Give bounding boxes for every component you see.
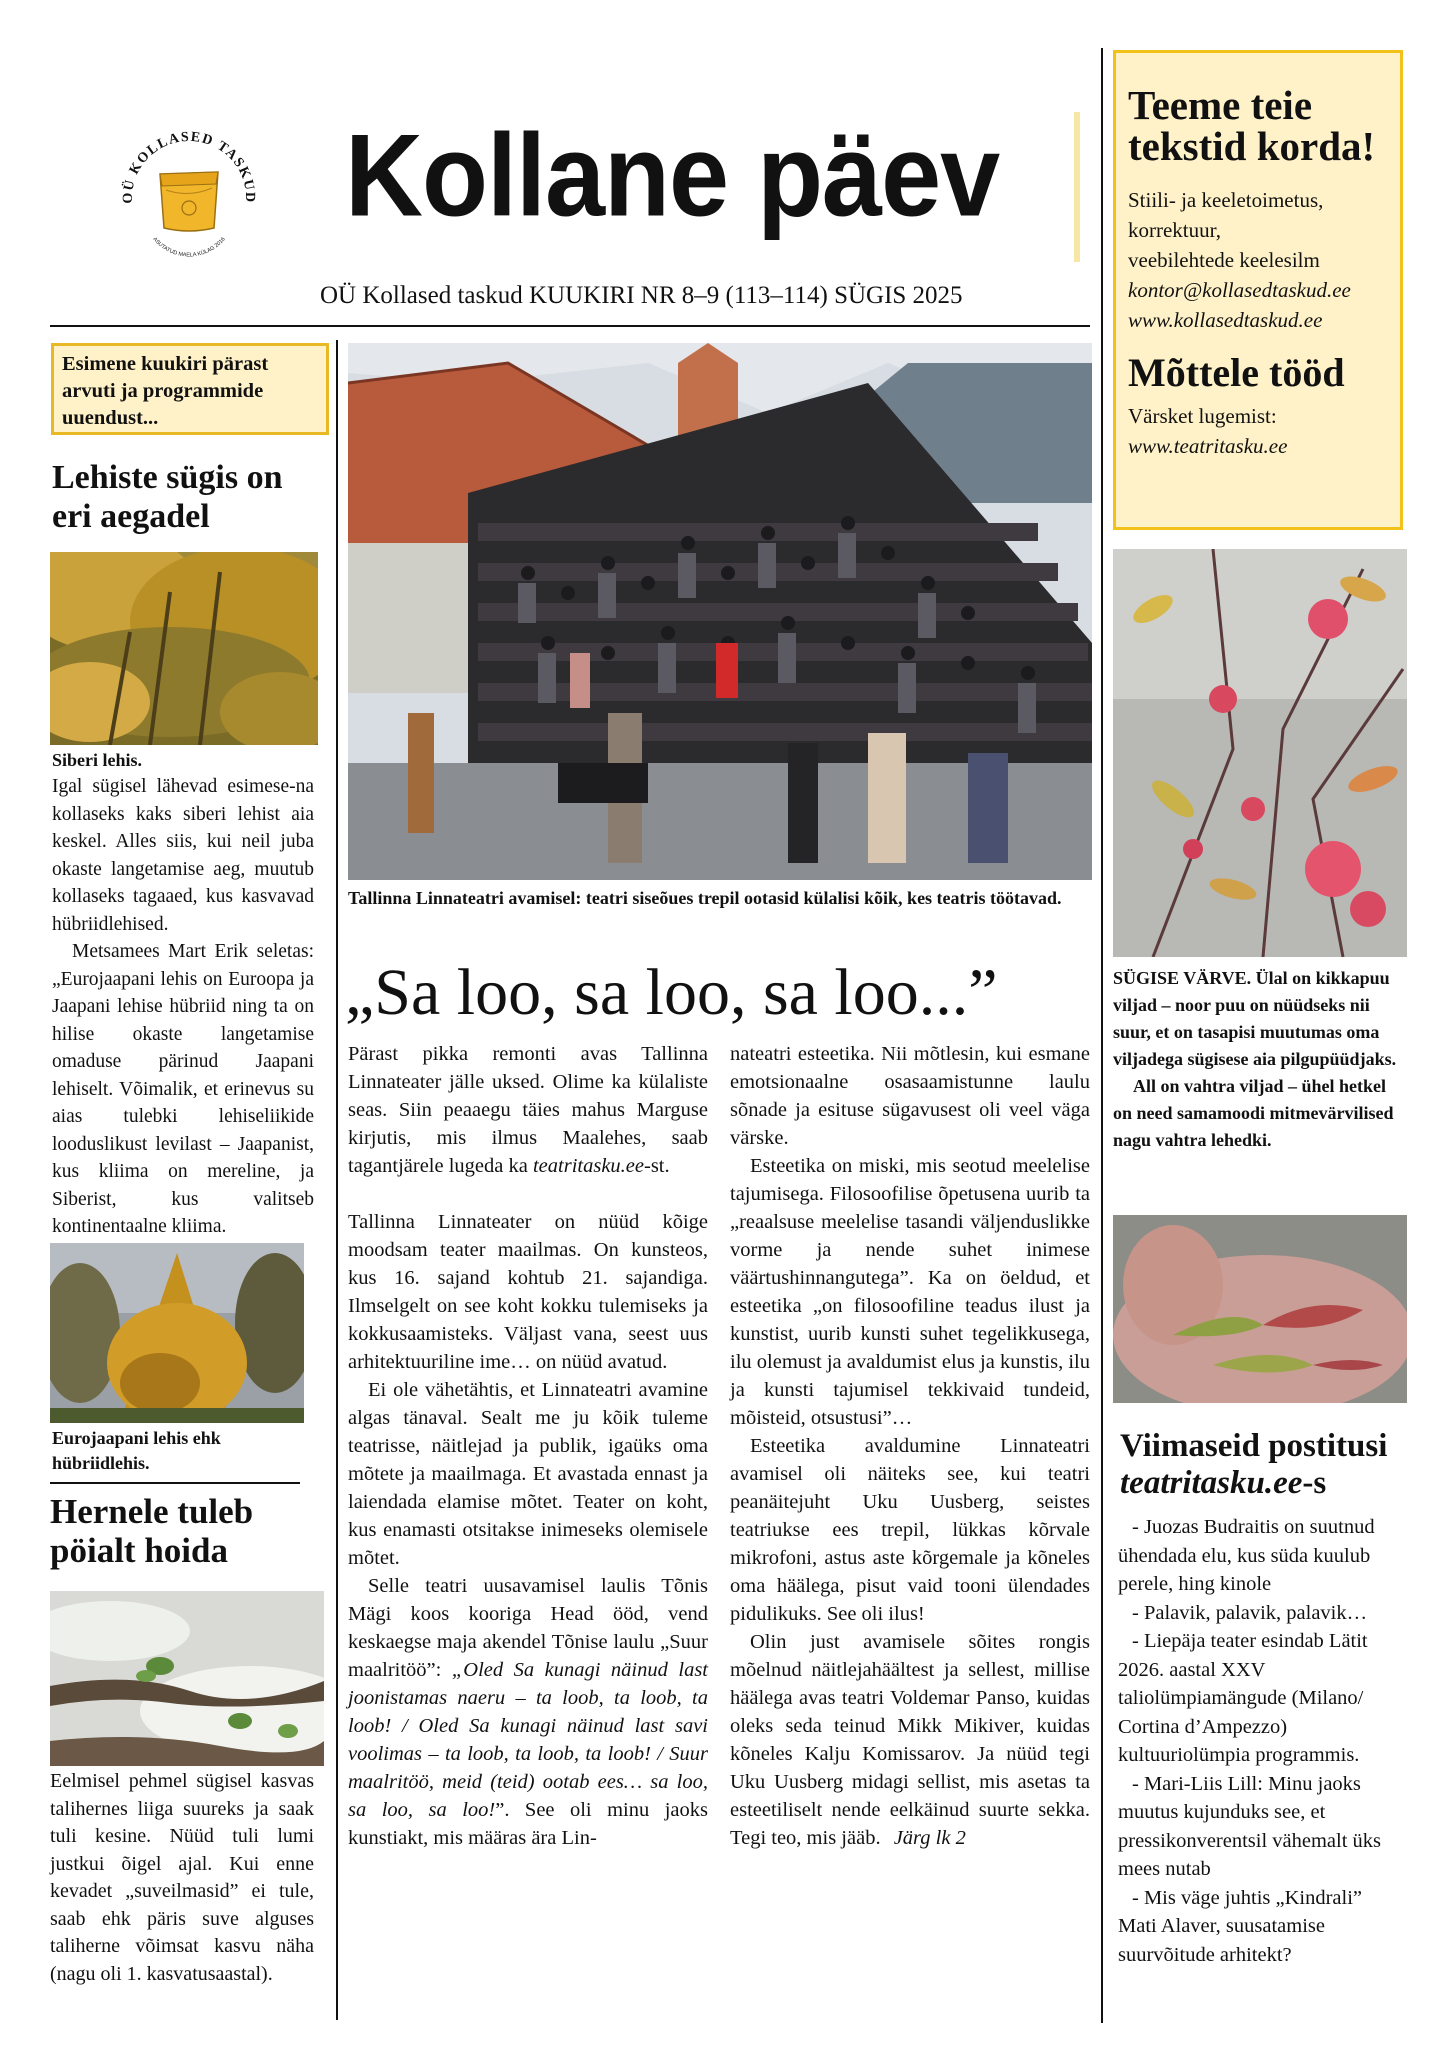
posts-headline-site[interactable]: teatritasku.ee: [1120, 1465, 1303, 1501]
rule-right: [1101, 48, 1103, 2023]
ad-box: [1113, 50, 1403, 530]
photo-spindle-berries: [1113, 549, 1407, 957]
caption-theatre-opening: Tallinna Linnateatri avamisel: teatri siseõues trepil ootasid külalisi kõik, kes teatris töötavad.: [348, 888, 1062, 908]
continued-marker[interactable]: Järg lk 2: [893, 1827, 966, 1849]
rule-left: [336, 340, 338, 2020]
photo-maple-seeds: [1113, 1215, 1407, 1403]
headline-larch: Lehiste sügis on eri aegadel: [52, 459, 283, 535]
post-item[interactable]: - Liepäja teater esindab Lätit 2026. aastal XXV taliolümpiamängude (Milano/ Cortina d’Ampezzo) kultuuriolümpia programmis.: [1118, 1630, 1368, 1766]
ad-service-3: veebilehtede keelesilm: [1128, 248, 1320, 272]
article-column-1: [348, 1040, 708, 1852]
posts-headline: Viimaseid postitusi teatritasku.ee-s: [1120, 1428, 1388, 1501]
article-column-2: [730, 1040, 1090, 1852]
title-yellow-bar: [1074, 112, 1080, 262]
notice-text: Esimene kuukiri pärast arvuti ja programmide uuendust...: [62, 353, 269, 429]
article-c1-paragraph-3: Ei ole vähetähtis, et Linnateatri avamine algas tänaval. Sealt me ju kõik tuleme teatrisse, näitlejad ja publik, igaüks oma mõtete ja maailmaga. Et avastada ennast ja laiendada elamise mõtet. Teater on koht, kus enamasti otsitakse inimeseks olemisele mõtet.: [348, 1379, 708, 1569]
article-c2-paragraph-2: Esteetika on miski, mis seotud meelelise tajumisega. Filosoofilise õpetusena uurib ta „reaalsuse meelelise tasandi väljenduslikke vorme ja nende suhet inimese väärtushinnangutega”. Ka on öeldud, et esteetika „on filosoofiline teadus ilust ja kunstist, uurib kunsti suhet tegelikkusega, ilu olemust ja avaldumist elus ja kunstis, ilu ja kunsti tajumisel tekkivaid tundeid, mõisteid, otsustusi”…: [730, 1155, 1090, 1429]
article-c2-paragraph-1: nateatri esteetika. Nii mõtlesin, kui esmane emotsionaalne osasaamistunne laulu sõnade ja esituse sügavusest oli veel väga värske.: [730, 1043, 1090, 1149]
photo-theatre-opening: [348, 343, 1092, 880]
post-item[interactable]: - Juozas Budraitis on suutnud ühendada elu, kus süda kuulub perele, hing kinole: [1118, 1516, 1375, 1595]
photo-winter-peas: [50, 1591, 324, 1766]
logo: [110, 128, 268, 258]
ad-read-label: Värsket lugemist:: [1128, 404, 1277, 428]
masthead-rule: [50, 325, 1090, 327]
left-rule: [50, 1482, 300, 1484]
article-c2-paragraph-3: Esteetika avaldumine Linnateatri avamisel oli näiteks see, kui teatri peanäitejuht Uku Uusberg, seistes teatriukse ees trepil, lükkas kõrvale mikrofoni, astus aste kõrgemale ja kõneles oma häälega, pisut vaid tooni ülendades pidulikuks. See oli ilus!: [730, 1435, 1090, 1625]
song-lyrics: „Oled Sa kunagi näinud last joonistamas naeru – ta loob, ta loob, ta loob! / Oled Sa kunagi näinud last savi voolimas – ta loob, ta loob, ta loob! / Suur maalritöö, meid (teid) ootab ees… sa loo, sa loo, sa loo!: [348, 1659, 708, 1821]
logo-subtext: ASUTATUD MAELA KÜLAG 2016: [151, 236, 227, 258]
post-item[interactable]: - Mis väge juhtis „Kindrali” Mati Alaver, suusatamise suurvõitude arhitekt?: [1118, 1886, 1363, 1966]
caption-hybrid-larch: Eurojaapani lehis ehk hübriidlehis.: [52, 1428, 221, 1473]
ad-service-1: Stiili- ja keeletoimetus,: [1128, 188, 1324, 212]
masthead-title: Kollane päev: [345, 109, 1000, 241]
photo-siberian-larch: [50, 552, 318, 745]
post-item[interactable]: - Mari-Liis Lill: Minu jaoks muutus kujunduks see, et pressikonverentsil vähemalt üks mees nutab: [1118, 1772, 1382, 1880]
article-c1-paragraph-1: Pärast pikka remonti avas Tallinna Linnateater jälle uksed. Olime ka külaliste seas. Siin peaaegu täies mahus Marguse kirjutis, mis ilmus Maalehes, saab tagantjärele lugeda ka teatritasku.ee-st.: [348, 1043, 708, 1177]
issue-line: OÜ Kollased taskud KUUKIRI NR 8–9 (113–114) SÜGIS 2025: [320, 282, 963, 309]
post-item[interactable]: - Palavik, palavik, palavik…: [1132, 1601, 1368, 1624]
article-c1-paragraph-2: Tallinna Linnateater on nüüd kõige moodsam teater maailmas. On kunsteos, kus 16. sajand kohtub 21. sajandiga. Ilmselgelt on see koht kokku tulemiseks ja kokkusaamisteks. Väljast vana, seest uus arhitektuuriline ime… on nüüd avatud.: [348, 1211, 708, 1373]
larch-paragraph-2: Metsamees Mart Erik seletas: „Eurojaapani lehis on Euroopa ja Jaapani lehise hübriid ning ta on hilise okaste langetamise omaduse pärinud Jaapani lehiselt. Võimalik, et erinevus su aias tulebki lehiseliikide looduslikust levilast – Jaapanist, kus kliima on mereline, ja Siberist, kus valitseb kontinentaalne kliima.: [52, 941, 314, 1237]
ad-headline: Teeme teie tekstid korda!: [1128, 82, 1376, 169]
posts-list: [1118, 1513, 1402, 1969]
ad-service-2: korrektuur,: [1128, 218, 1222, 242]
caption-autumn-colors: SÜGISE VÄRVE. Ülal on kikkapuu viljad – noor puu on nüüdseks nii suur, et on tasapisi muutumas oma viljadega sügisese aia pilgupüüdjaks. All on vahtra viljad – ühel hetkel on need samamoodi mitmevärvilised nagu vahtra lehedki.: [1113, 965, 1403, 1154]
caption-siberian-larch: Siberi lehis.: [52, 750, 143, 770]
caption-autumn-title: SÜGISE VÄRVE.: [1113, 968, 1252, 988]
ad-headline-2: Mõttele tööd: [1128, 350, 1345, 395]
caption-maple: All on vahtra viljad – ühel hetkel on need samamoodi mitmevärvilised nagu vahtra lehedki.: [1113, 1076, 1394, 1150]
peas-paragraph: Eelmisel pehmel sügisel kasvas talihernes liiga suureks ja saak tuli kesine. Nüüd tuli lumi justkui õigel ajal. Kui enne kevadet „suveilmasid” ei tule, saab ehk päris suve alguses taliherne võimsat kasvu näha (nagu oli 1. kasvatusaastal).: [50, 1770, 314, 1985]
pocket-icon: [160, 172, 218, 231]
ad-email[interactable]: kontor@kollasedtaskud.ee: [1128, 278, 1351, 302]
ad-website[interactable]: www.kollasedtaskud.ee: [1128, 308, 1323, 332]
headline-peas: Hernele tuleb pöialt hoida: [50, 1492, 254, 1570]
notice-box: [51, 343, 329, 435]
teatritasku-link[interactable]: teatritasku.ee: [532, 1155, 644, 1177]
article-c2-paragraph-4: Olin just avamisele sõites rongis mõelnud näitlejahäältest ja sellest, millise häälega avas teatri Voldemar Panso, kuidas oleks seda teinud Mikk Mikiver, kuidas kõneles Kalju Komissarov. Ja nüüd tegi Uku Uusberg midagi sellist, mis asetas ta esteetiliselt nende eelkäinud suurte sekka. Tegi teo, mis jääb. Järg lk 2: [730, 1631, 1090, 1849]
photo-hybrid-larch: [50, 1243, 304, 1423]
larch-paragraph-1: Igal sügisel lähevad esimese-na kollaseks kaks siberi lehist aia keskel. Alles siis, kui neil juba okaste langetamise aeg, muutub kollaseks tagaaed, kus kasvavad hübriidlehised.: [52, 776, 314, 935]
logo-text: OÜ KOLLASED TASKUD: [120, 129, 258, 204]
main-headline: „Sa loo, sa loo, sa loo...”: [345, 956, 998, 1029]
ad-read-url[interactable]: www.teatritasku.ee: [1128, 434, 1288, 458]
svg-text:ASUTATUD MAELA KÜLAG 2016: [151, 236, 226, 258]
article-c1-paragraph-4: Selle teatri uusavamisel laulis Tõnis Mägi koos kooriga Head ööd, vend keskaegse maja akendel Tõnise laulu „Suur maalritöö”: „Oled Sa kunagi näinud last joonistamas naeru – ta loob, ta loob, ta loob! / Oled Sa kunagi näinud last savi voolimas – ta loob, ta loob, ta loob! / Suur maalritöö, meid (teid) ootab ees… sa loo, sa loo, sa loo!”. See oli minu jaoks kunstiakt, mis määras ära Lin-: [348, 1575, 708, 1849]
